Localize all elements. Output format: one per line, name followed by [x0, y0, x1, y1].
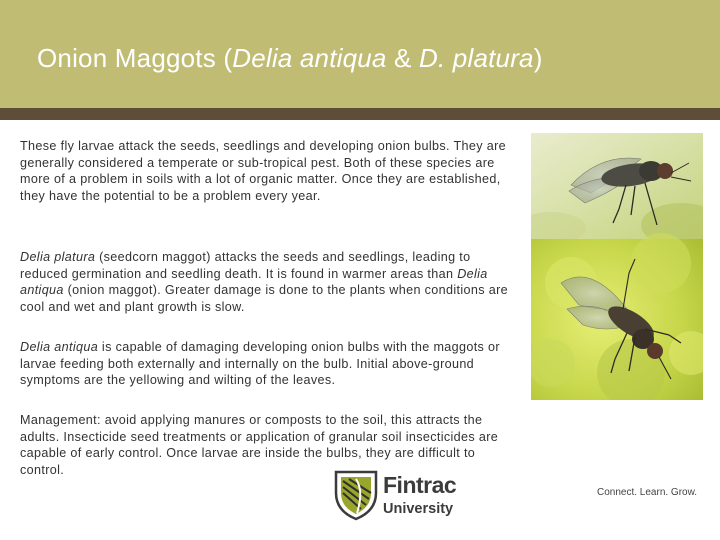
paragraph-delia-platura: Delia platura (seedcorn maggot) attacks the seeds and seedlings, leading to reduced germination and seedling death. It is found in warmer areas than Delia antiqua (onion maggot). Greater damage is done to the plants when conditions are cool and wet and plant growth is slow. [20, 250, 508, 314]
paragraph-intro: These fly larvae attack the seeds, seedlings and developing onion bulbs. They are generally considered a temperate or sub-tropical pest. Both of these species are more of a problem in soils with a lot of organic matter. Once they are established, they have the potential to be a problem every year. [20, 139, 506, 203]
header-bar [0, 0, 720, 108]
species-name: Delia antiqua [20, 340, 99, 354]
species-name: Delia platura [20, 250, 96, 264]
tagline: Connect. Learn. Grow. [597, 487, 698, 498]
shield-icon [333, 469, 379, 521]
fintrac-logo [333, 469, 473, 523]
caption-text: Seedcorn maggot adult fly. [538, 406, 687, 420]
header-divider [0, 108, 720, 120]
paragraph-delia-antiqua: Delia antiqua is capable of damaging developing onion bulbs with the maggots or larvae feeding both externally and internally on the bulb. Initial above-ground symptoms are the yellowing and wilting of the leaves. [20, 340, 500, 387]
photo-caption [538, 405, 718, 435]
paragraph-management: Management: avoid applying manures or composts to the soil, this attracts the adults. Insecticide seed treatments or application of granular soil insecticides are capable of early control. Once larvae are inside the bulbs, they are difficult to control. [20, 413, 499, 477]
management-label: Management [20, 413, 98, 427]
fly-photo [531, 133, 703, 400]
logo-name: Fintrac [383, 472, 457, 498]
logo-subtitle: University [383, 501, 454, 517]
caption-credit: Credit: Martin Cooper (CC by 2.0) [538, 422, 695, 434]
species-name: Delia antiqua [20, 266, 488, 297]
page-title: Onion Maggots (Delia antiqua & D. platura) [37, 43, 543, 73]
